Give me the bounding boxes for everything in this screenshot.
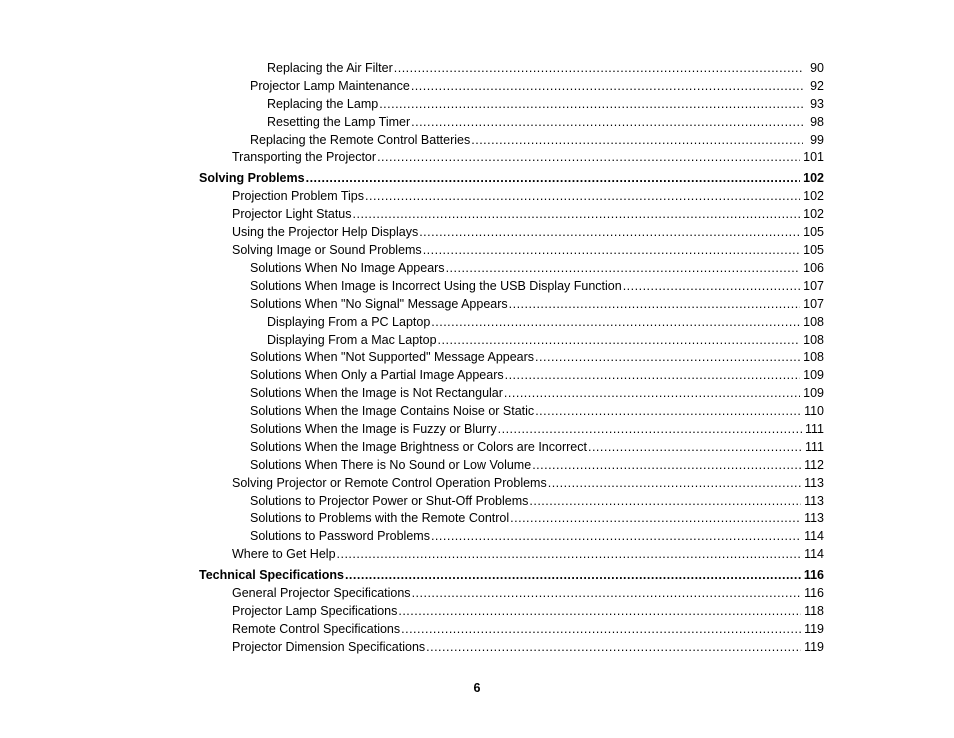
toc-entry-page: 99 <box>810 132 824 147</box>
toc-entry-page: 111 <box>804 439 824 454</box>
toc-entry-page: 119 <box>804 639 824 654</box>
toc-entry-title: Solving Projector or Remote Control Operation Problems <box>232 475 547 490</box>
toc-entry-page: 102 <box>803 170 824 185</box>
toc-dot-leader <box>345 567 801 585</box>
toc-dot-leader <box>505 367 801 385</box>
toc-entry-title: Displaying From a Mac Laptop <box>267 332 437 347</box>
toc-dot-leader <box>411 114 803 132</box>
toc-dot-leader <box>535 349 800 367</box>
toc-entry-page: 102 <box>803 207 824 222</box>
toc-entry-title: Solutions to Problems with the Remote Control <box>250 511 510 526</box>
toc-entry-page: 105 <box>803 225 824 240</box>
toc-entry-title: Solving Problems <box>199 170 305 185</box>
toc-section-entry[interactable] <box>0 170 824 188</box>
toc-entry[interactable] <box>0 188 824 206</box>
toc-entry-page: 119 <box>804 621 824 636</box>
toc-entry-title: Transporting the Projector <box>232 150 377 165</box>
toc-entry[interactable] <box>0 224 824 242</box>
toc-section-entry[interactable] <box>0 567 824 585</box>
toc-entry[interactable] <box>0 603 824 621</box>
toc-entry[interactable] <box>0 403 824 421</box>
toc-entry[interactable] <box>0 332 824 350</box>
toc-entry-page: 108 <box>803 332 824 347</box>
toc-entry-title: Solutions to Password Problems <box>250 529 430 544</box>
toc-dot-leader <box>337 546 802 564</box>
toc-entry-title: Using the Projector Help Displays <box>232 225 419 240</box>
toc-dot-leader <box>471 132 803 150</box>
toc-dot-leader <box>498 421 802 439</box>
toc-entry[interactable] <box>0 385 824 403</box>
toc-entry-page: 102 <box>803 189 824 204</box>
toc-entry-title: Solutions to Projector Power or Shut-Off Problems <box>250 493 529 508</box>
toc-entry-title: Solutions When "Not Supported" Message Appears <box>250 350 535 365</box>
toc-dot-leader <box>398 603 801 621</box>
toc-dot-leader <box>412 585 802 603</box>
toc-entry-title: Solutions When the Image is Fuzzy or Blurry <box>250 422 497 436</box>
toc-entry[interactable] <box>0 475 824 493</box>
toc-dot-leader <box>588 439 802 457</box>
toc-entry[interactable] <box>0 546 824 564</box>
toc-entry-page: 106 <box>803 260 824 275</box>
toc-entry[interactable] <box>0 367 824 385</box>
toc-entry-title: Resetting the Lamp Timer <box>267 114 411 129</box>
toc-entry-title: Replacing the Air Filter <box>267 61 393 75</box>
toc-entry-title: Projector Lamp Specifications <box>232 604 398 619</box>
toc-entry-title: Solving Image or Sound Problems <box>232 243 422 258</box>
toc-entry[interactable] <box>0 457 824 475</box>
toc-entry-page: 113 <box>804 511 824 526</box>
toc-dot-leader <box>431 314 800 332</box>
toc-dot-leader <box>504 385 800 403</box>
toc-dot-leader <box>353 206 801 224</box>
toc-entry-title: Remote Control Specifications <box>232 621 401 636</box>
toc-entry[interactable] <box>0 149 824 167</box>
toc-entry-title: Projector Dimension Specifications <box>232 639 426 654</box>
toc-entry[interactable] <box>0 528 824 546</box>
table-of-contents <box>0 60 954 657</box>
toc-entry-page: 108 <box>803 314 824 329</box>
page-number: 6 <box>473 681 481 695</box>
toc-entry-title: Projector Light Status <box>232 207 352 222</box>
toc-entry-page: 111 <box>804 422 824 436</box>
toc-dot-leader <box>548 475 801 493</box>
toc-entry-title: Projection Problem Tips <box>232 189 365 204</box>
toc-entry-page: 118 <box>804 604 824 619</box>
toc-entry[interactable] <box>0 60 824 78</box>
toc-entry[interactable] <box>0 314 824 332</box>
toc-entry[interactable] <box>0 639 824 657</box>
toc-dot-leader <box>426 639 801 657</box>
toc-entry-title: Where to Get Help <box>232 547 336 562</box>
toc-dot-leader <box>535 403 801 421</box>
toc-entry-title: Solutions When the Image Brightness or Colors are Incorrect <box>250 439 587 454</box>
toc-dot-leader <box>419 224 800 242</box>
toc-entry-page: 108 <box>803 350 824 365</box>
toc-dot-leader <box>377 149 800 167</box>
toc-entry[interactable] <box>0 296 824 314</box>
toc-dot-leader <box>532 457 801 475</box>
toc-dot-leader <box>623 278 800 296</box>
toc-entry[interactable] <box>0 510 824 528</box>
toc-entry[interactable] <box>0 278 824 296</box>
toc-entry-title: Projector Lamp Maintenance <box>250 78 410 93</box>
toc-entry[interactable] <box>0 114 824 132</box>
toc-entry-title: Replacing the Remote Control Batteries <box>250 132 471 147</box>
toc-entry-page: 116 <box>803 567 824 582</box>
toc-dot-leader <box>401 621 801 639</box>
toc-entry-page: 90 <box>810 61 824 75</box>
toc-entry-page: 110 <box>804 404 824 419</box>
toc-entry[interactable] <box>0 260 824 278</box>
toc-entry-page: 116 <box>804 586 824 601</box>
toc-entry-title: Solutions When There is No Sound or Low Volume <box>250 457 532 472</box>
toc-entry-title: Solutions When the Image Contains Noise or Static <box>250 404 535 419</box>
toc-entry-page: 114 <box>804 547 824 562</box>
toc-entry[interactable] <box>0 132 824 150</box>
toc-entry-page: 93 <box>810 96 824 111</box>
toc-entry-page: 112 <box>804 457 824 472</box>
toc-entry-title: General Projector Specifications <box>232 586 411 601</box>
toc-entry-title: Solutions When Only a Partial Image Appears <box>250 368 504 383</box>
toc-entry[interactable] <box>0 96 824 114</box>
toc-entry-title: Technical Specifications <box>199 567 344 582</box>
toc-entry[interactable] <box>0 585 824 603</box>
toc-dot-leader <box>379 96 803 114</box>
toc-entry-title: Displaying From a PC Laptop <box>267 314 431 329</box>
toc-dot-leader <box>509 296 801 314</box>
toc-dot-leader <box>446 260 801 278</box>
toc-entry-page: 92 <box>810 78 824 93</box>
toc-entry-page: 101 <box>803 150 824 165</box>
toc-entry-title: Solutions When No Image Appears <box>250 260 445 275</box>
toc-entry-page: 113 <box>804 493 824 508</box>
toc-entry[interactable] <box>0 206 824 224</box>
toc-entry-page: 109 <box>803 368 824 383</box>
toc-dot-leader <box>510 510 801 528</box>
toc-entry-title: Solutions When Image is Incorrect Using the USB Display Function <box>250 278 622 293</box>
toc-entry[interactable] <box>0 621 824 639</box>
toc-entry-page: 114 <box>804 529 824 544</box>
toc-entry[interactable] <box>0 493 824 511</box>
toc-entry-page: 105 <box>803 243 824 258</box>
toc-dot-leader <box>365 188 800 206</box>
toc-entry-title: Replacing the Lamp <box>267 96 379 111</box>
toc-dot-leader <box>394 60 803 78</box>
toc-dot-leader <box>411 78 803 96</box>
toc-entry-page: 98 <box>810 114 824 129</box>
toc-entry-page: 107 <box>803 296 824 311</box>
toc-entry[interactable] <box>0 242 824 260</box>
toc-entry-page: 113 <box>804 475 824 490</box>
toc-dot-leader <box>529 493 801 511</box>
toc-entry-title: Solutions When "No Signal" Message Appears <box>250 296 508 311</box>
toc-entry[interactable] <box>0 78 824 96</box>
toc-entry-page: 109 <box>803 386 824 401</box>
toc-entry-title: Solutions When the Image is Not Rectangular <box>250 386 503 401</box>
toc-dot-leader <box>306 170 801 188</box>
toc-entry[interactable] <box>0 349 824 367</box>
toc-entry[interactable] <box>0 421 824 439</box>
toc-entry-page: 107 <box>803 278 824 293</box>
toc-dot-leader <box>423 242 800 260</box>
toc-dot-leader <box>431 528 801 546</box>
toc-dot-leader <box>438 332 801 350</box>
toc-entry[interactable] <box>0 439 824 457</box>
